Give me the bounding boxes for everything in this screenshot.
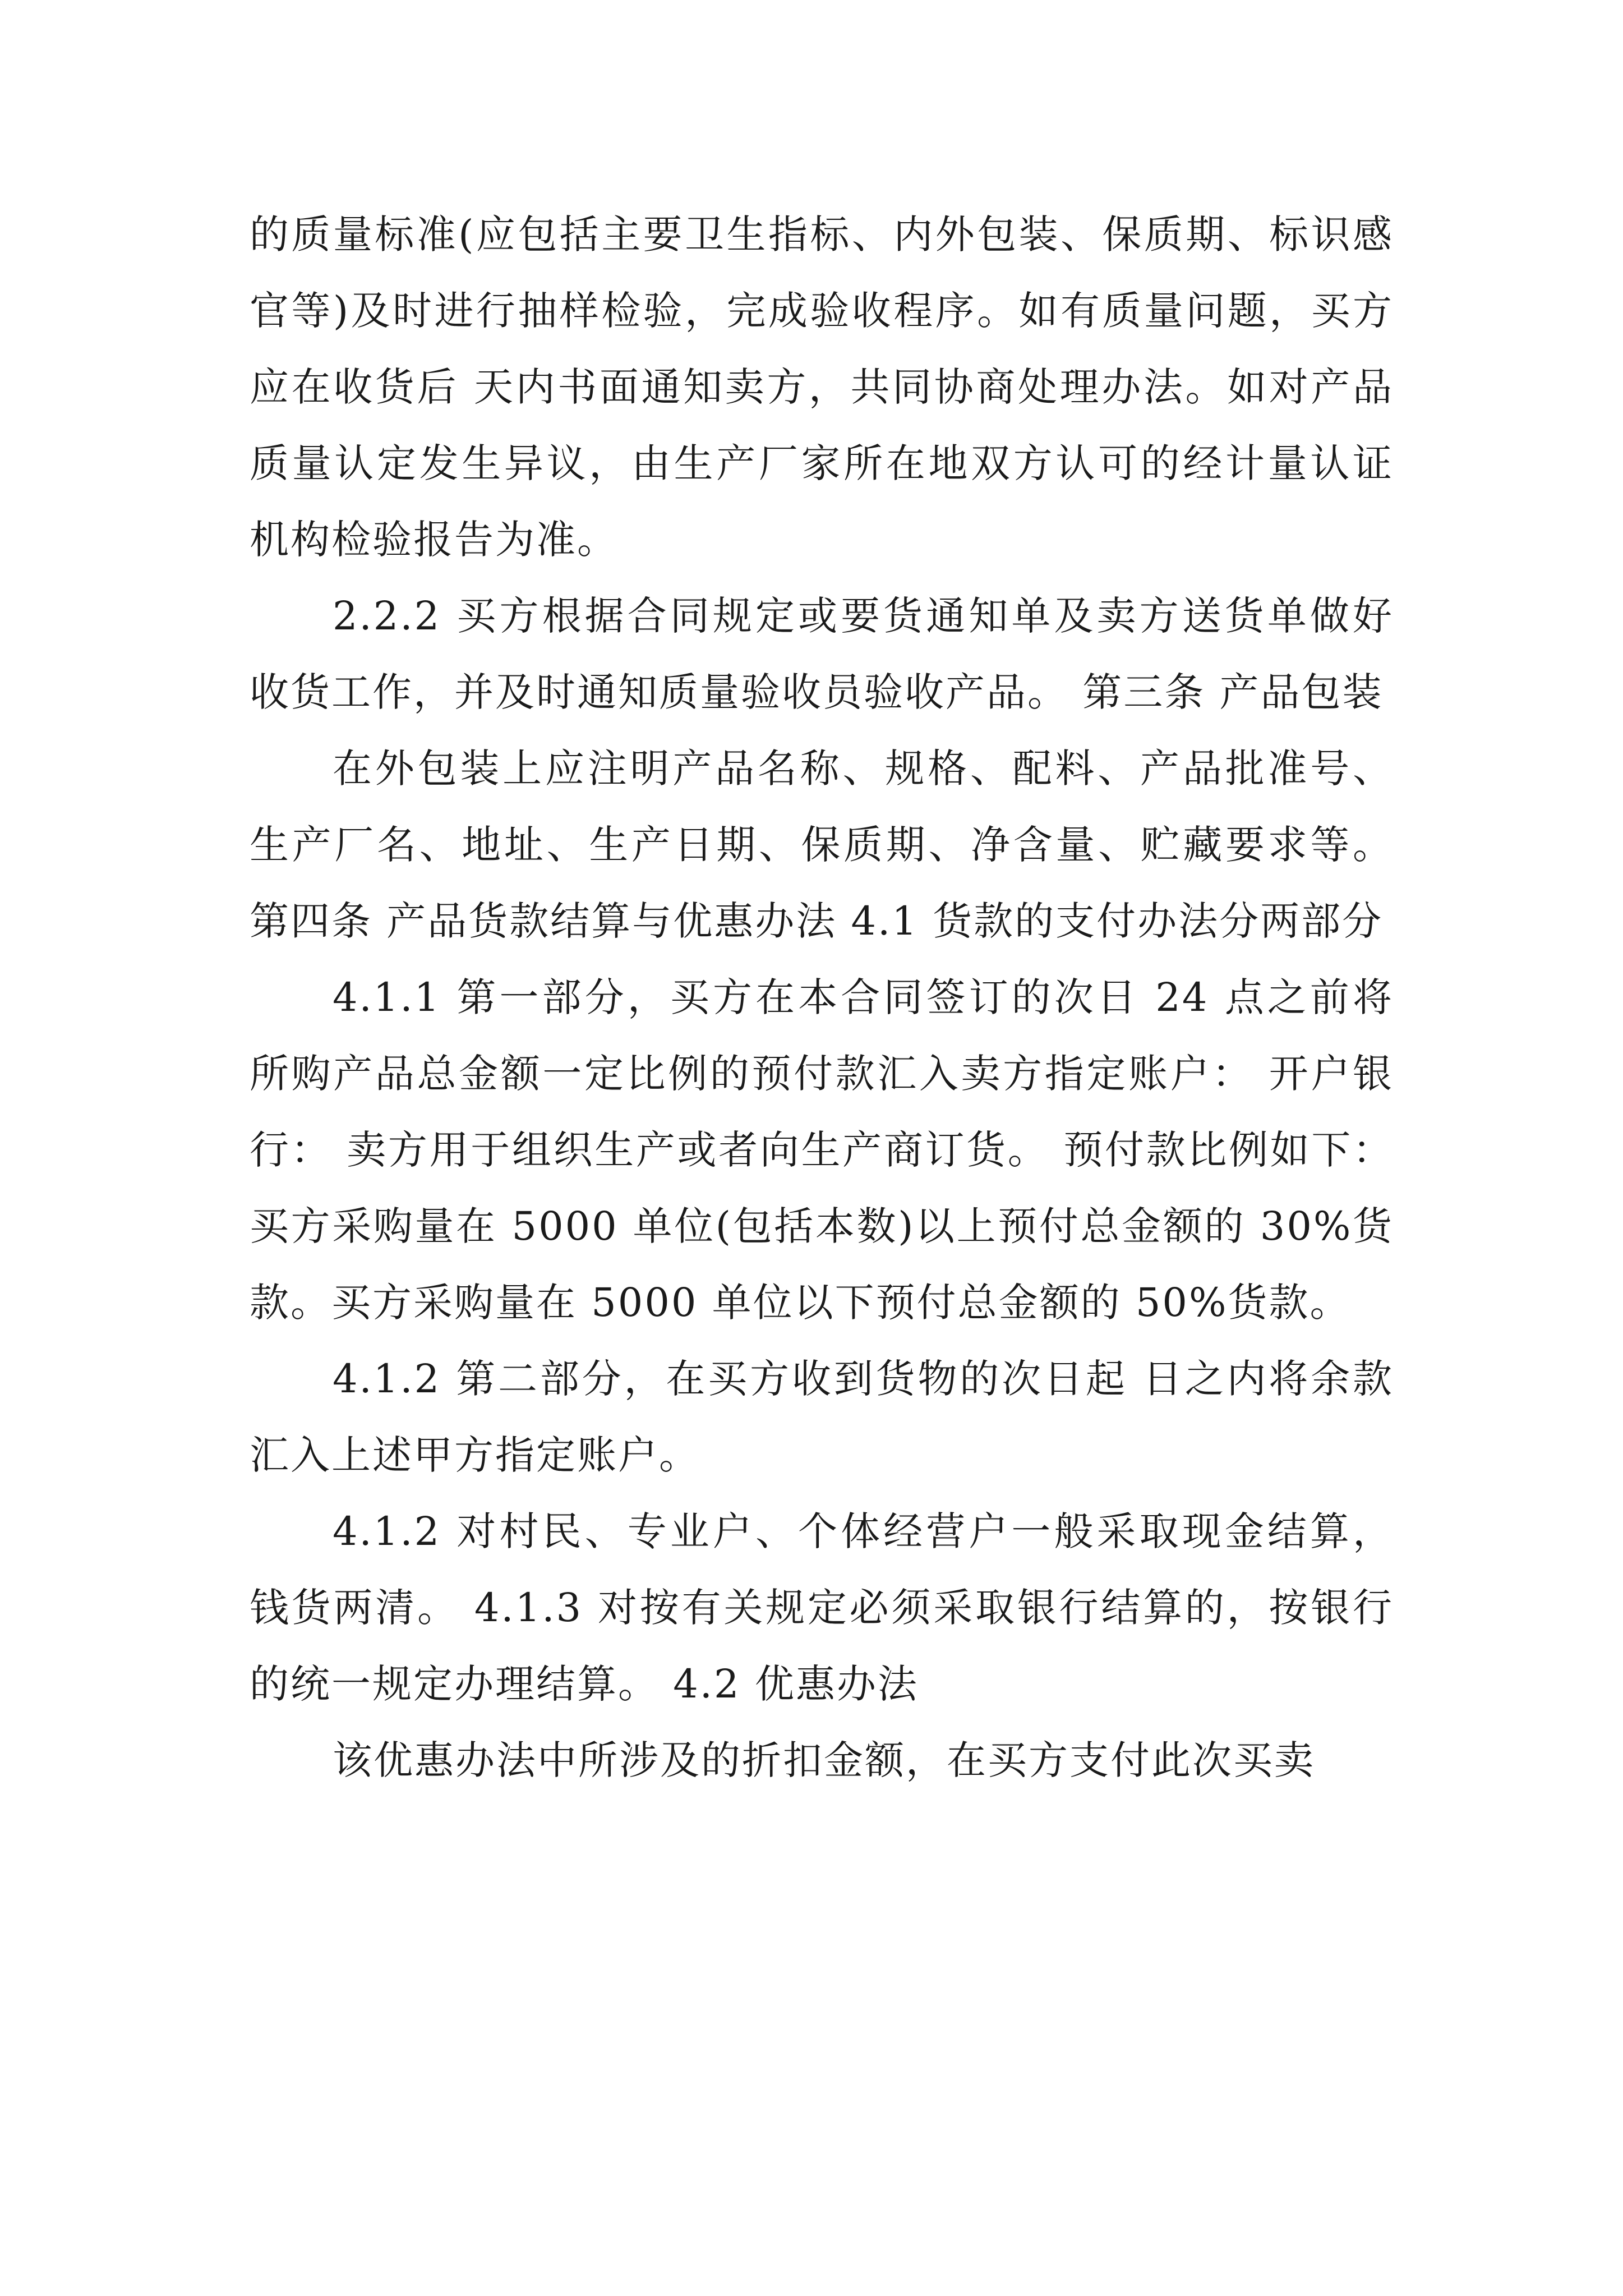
paragraph-4-1-1: 4.1.1 第一部分，买方在本合同签订的次日 24 点之前将所购产品总金额一定比例的预付款汇入卖方指定账户： 开户银行： 卖方用于组织生产或者向生产商订货。 预付款比例如下：买方采购量在 5000 单位(包括本数)以上预付总金额的 30%货款。买方采购量在 5000 单位以下预付总金额的 50%货款。 [250, 974, 1394, 1326]
paragraph-4-1-2-second-part: 4.1.2 第二部分，在买方收到货物的次日起 日之内将余款汇入上述甲方指定账户。 [250, 1356, 1394, 1478]
document-body [250, 196, 1394, 1798]
paragraph-packaging: 在外包装上应注明产品名称、规格、配料、产品批准号、生产厂名、地址、生产日期、保质期、净含量、贮藏要求等。 第四条 产品货款结算与优惠办法 4.1 货款的支付办法分两部分 [250, 746, 1394, 944]
paragraph-quality-standard: 的质量标准(应包括主要卫生指标、内外包装、保质期、标识感官等)及时进行抽样检验，完成验收程序。如有质量问题，买方应在收货后 天内书面通知卖方，共同协商处理办法。如对产品质量认定发生异议，由生产厂家所在地双方认可的经计量认证机构检验报告为准。 [250, 211, 1394, 563]
paragraph-discount: 该优惠办法中所涉及的折扣金额，在买方支付此次买卖 [333, 1737, 1315, 1783]
paragraph-2-2-2: 2.2.2 买方根据合同规定或要货通知单及卖方送货单做好收货工作，并及时通知质量验收员验收产品。 第三条 产品包装 [250, 593, 1394, 715]
paragraph-4-1-2-cash: 4.1.2 对村民、专业户、个体经营户一般采取现金结算，钱货两清。 4.1.3 对按有关规定必须采取银行结算的，按银行的统一规定办理结算。 4.2 优惠办法 [250, 1508, 1394, 1707]
